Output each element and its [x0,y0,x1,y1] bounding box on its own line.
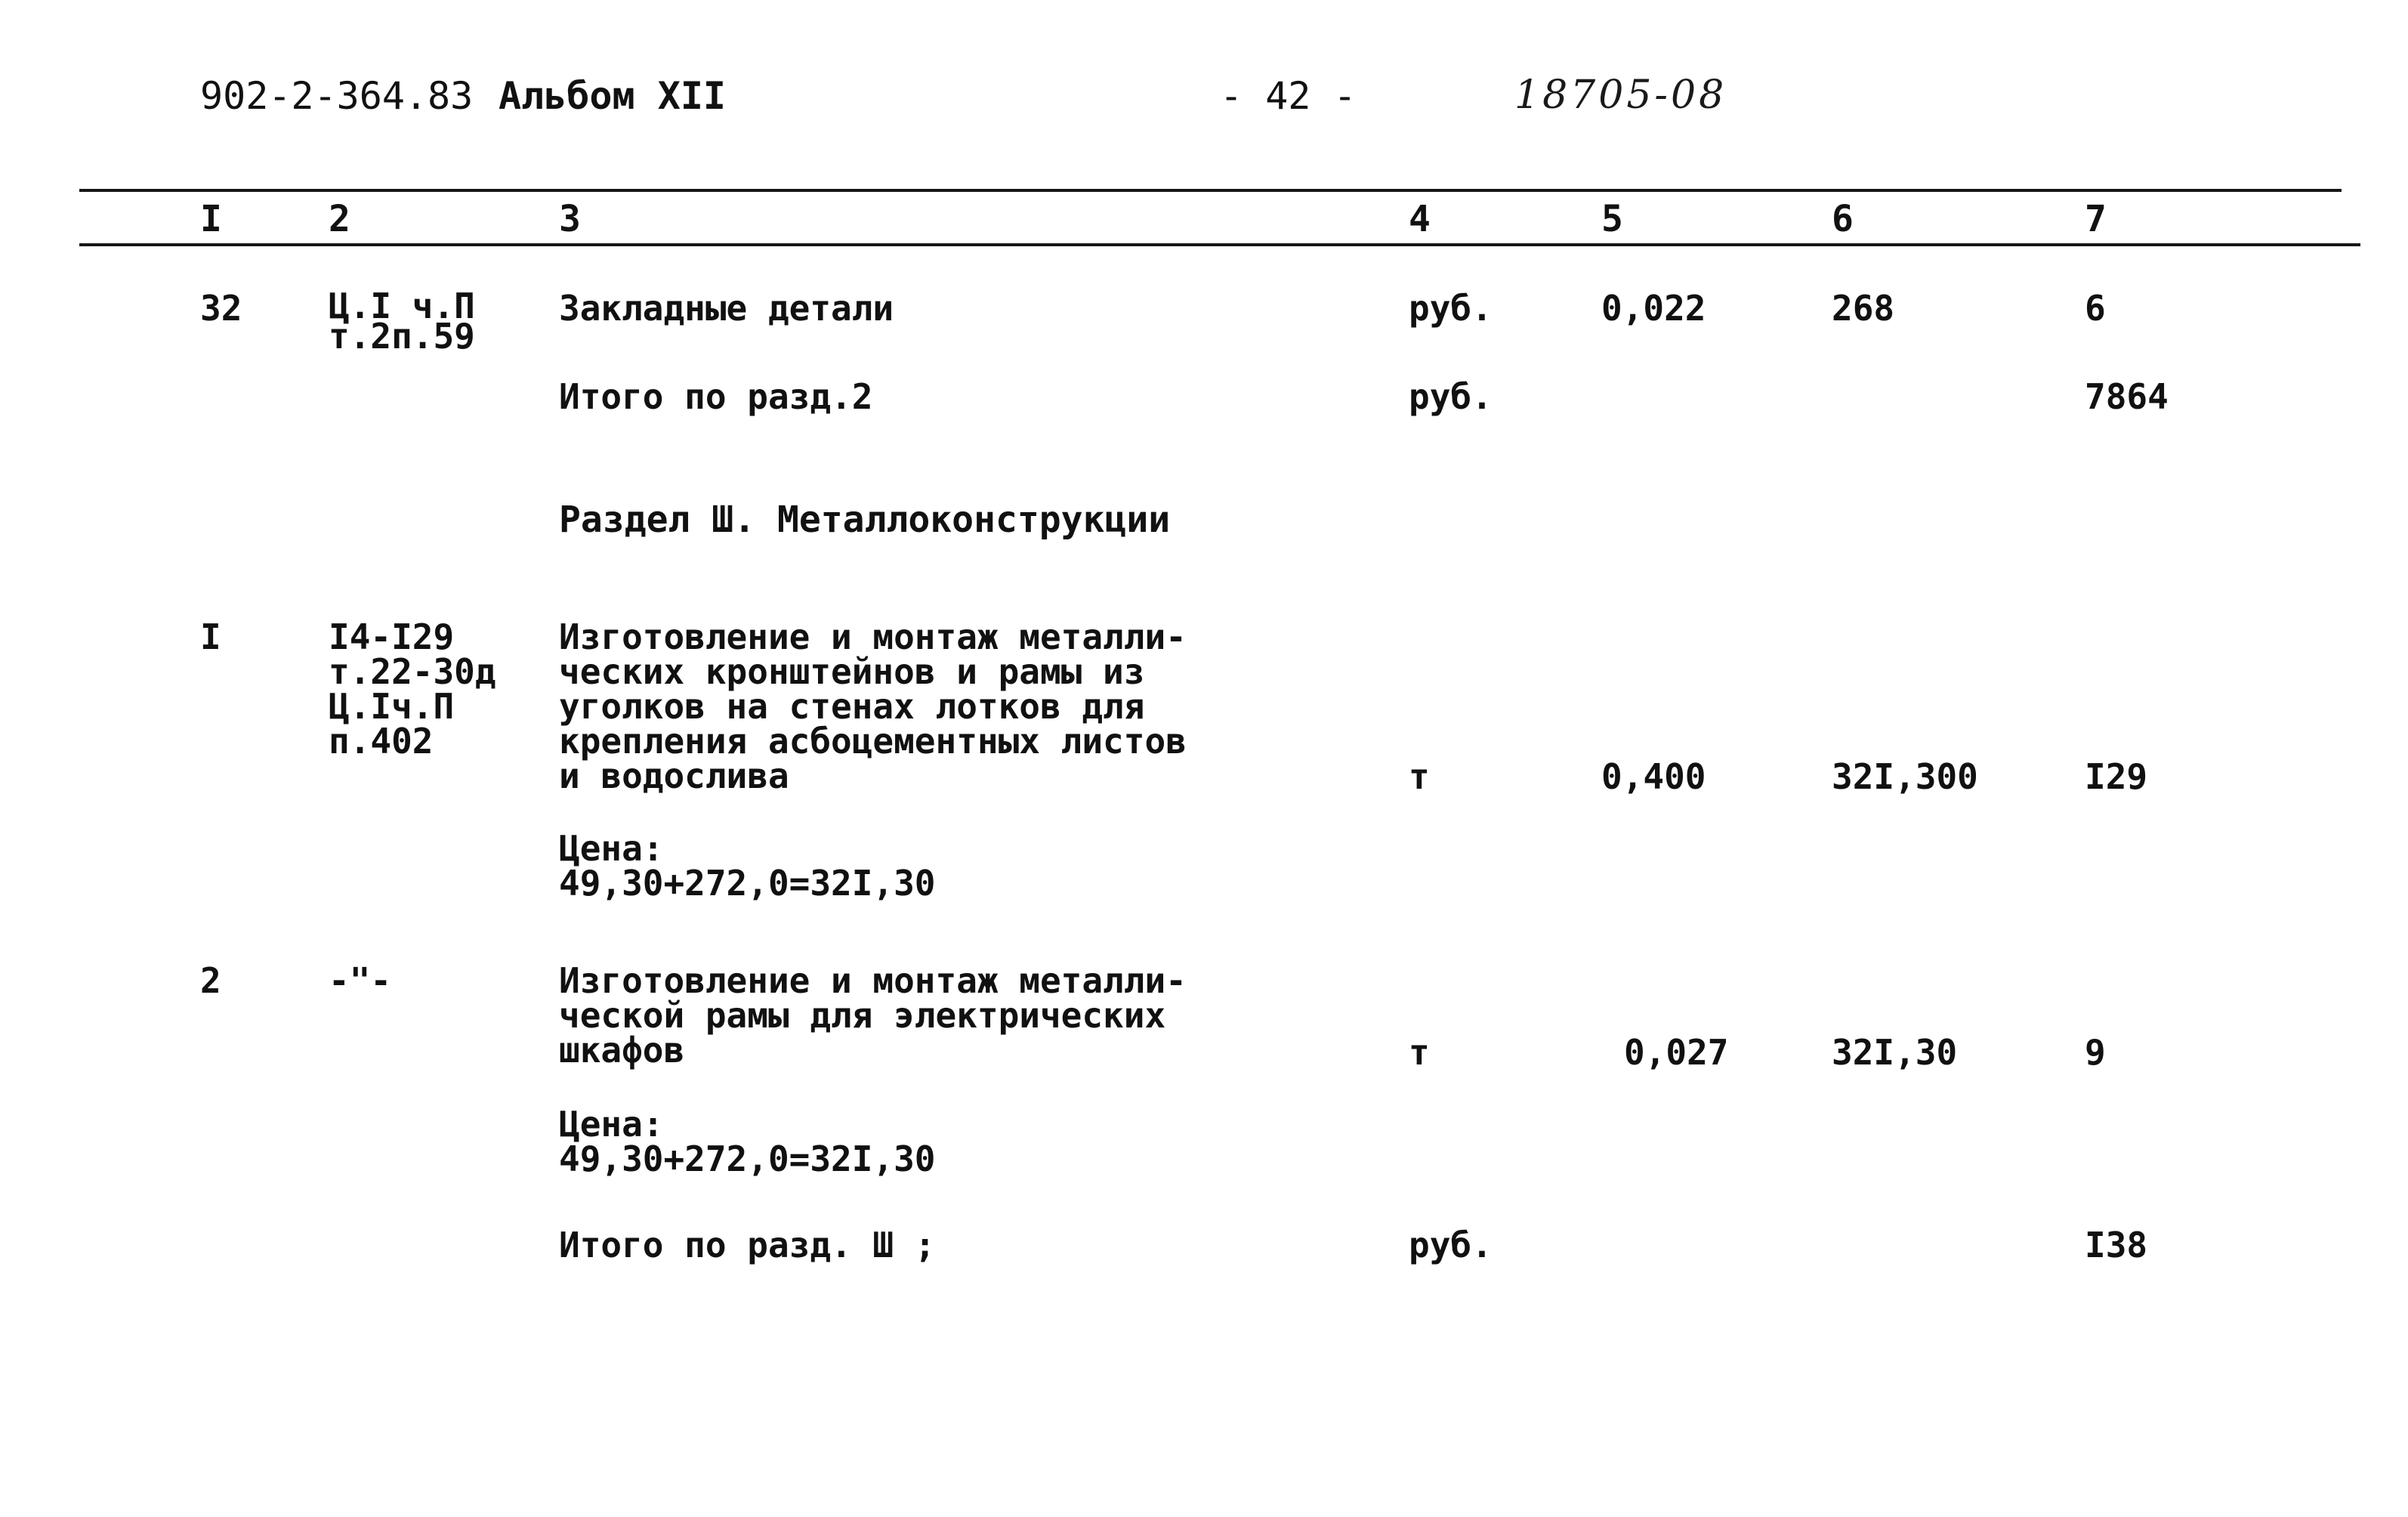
section-row-1-price-note: Цена: 49,30+272,0=32I,30 [559,828,936,904]
column-header-6: 6 [1832,198,1854,240]
row-32-description: Закладные детали [559,288,894,329]
section-row-1-number: I [200,616,221,657]
section-title: Раздел Ш. Металлоконструкции [559,499,1171,541]
table-top-rule [79,189,2342,192]
section2-total-unit: руб. [1409,376,1493,417]
row-32-quantity: 0,022 [1601,288,1706,329]
handwritten-number: 18705-08 [1514,73,1727,118]
document-code: 902-2-364.83 [200,74,474,118]
section-row-2-total: 9 [2085,1032,2106,1073]
section-row-2-number: 2 [200,960,221,1001]
column-header-4: 4 [1409,198,1431,240]
section2-total-label: Итого по разд.2 [559,376,873,417]
column-header-5: 5 [1601,198,1623,240]
column-header-7: 7 [2085,198,2107,240]
section-row-1-description: Изготовление и монтаж металли- ческих кронштейнов и рамы из уголков на стенах лотков для крепления асбоцементных листов и водослива [559,616,1187,796]
row-32-total: 6 [2085,288,2106,329]
section-row-1-quantity: 0,400 [1601,756,1706,797]
row-32-reference: Ц.I ч.П т.2п.59 [329,286,475,357]
section-row-2-price: 32I,30 [1832,1032,1958,1073]
section-row-2-reference: -"- [329,960,392,1001]
section-row-2-description: Изготовление и монтаж металли- ческой рамы для электрических шкафов [559,960,1187,1071]
section3-total-unit: руб. [1409,1225,1493,1265]
column-header-3: 3 [559,198,581,240]
section-row-2-price-note: Цена: 49,30+272,0=32I,30 [559,1104,936,1179]
section-row-1-reference: I4-I29 т.22-30д Ц.Iч.П п.402 [329,616,496,762]
section2-total-value: 7864 [2085,376,2169,417]
section-row-1-price: 32I,300 [1832,756,1978,797]
section-row-2-quantity: 0,027 [1624,1032,1729,1073]
section-row-1-unit: т [1409,756,1430,797]
row-32-price: 268 [1832,288,1895,329]
section-row-2-unit: т [1409,1032,1430,1073]
row-32-number: 32 [200,288,242,329]
column-header-2: 2 [329,198,350,240]
album-label: Альбом XII [499,74,727,118]
section-row-1-total: I29 [2085,756,2148,797]
row-32-unit: руб. [1409,288,1493,329]
table-header-rule [79,243,2360,246]
page-number: - 42 - [1220,74,1357,118]
section3-total-label: Итого по разд. Ш ; [559,1225,936,1265]
section3-total-value: I38 [2085,1225,2148,1265]
column-header-1: I [200,198,222,240]
